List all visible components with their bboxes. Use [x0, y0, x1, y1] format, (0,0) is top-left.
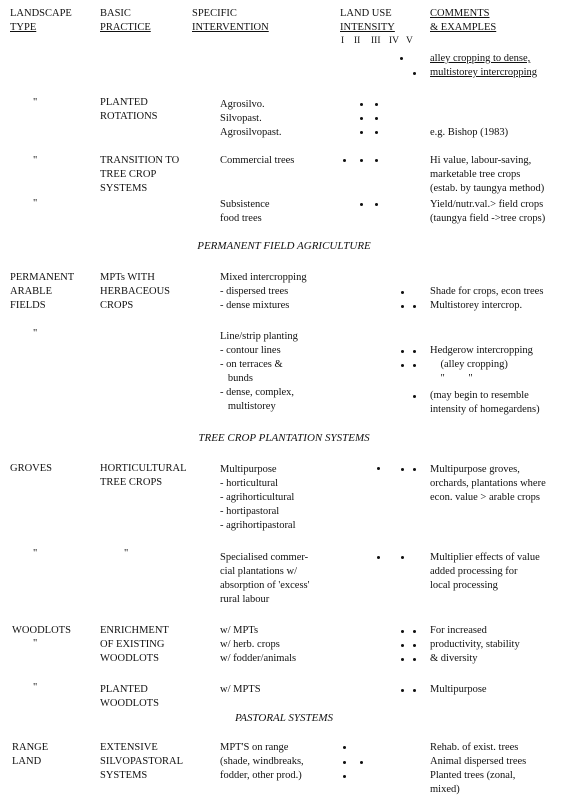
- comment-text: productivity, stability: [430, 639, 520, 650]
- intensity-dot: [375, 103, 378, 106]
- comment-text: intensity of homegardens): [430, 404, 540, 415]
- practice-label: EXTENSIVE: [100, 742, 158, 753]
- comment-text: orchards, plantations where: [430, 478, 546, 489]
- practice-label: SILVOPASTORAL: [100, 756, 184, 767]
- practice-label: TRANSITION TO: [100, 155, 180, 166]
- header-land-use: LAND USE: [340, 8, 392, 19]
- intensity-dot: [360, 117, 363, 120]
- roman-3: III: [371, 36, 381, 46]
- practice-label: HERBACEOUS: [100, 286, 171, 297]
- intensity-dot: [401, 658, 404, 661]
- comment-text: added processing for: [430, 566, 518, 577]
- intensity-dot: [413, 689, 416, 692]
- intervention-label: MPT'S on range: [220, 742, 289, 753]
- landscape-label: WOODLOTS: [12, 625, 71, 636]
- landscape-label: LAND: [12, 756, 42, 767]
- intervention-label: - dense mixtures: [220, 300, 290, 311]
- intensity-dot: [360, 103, 363, 106]
- ditto-mark: ": [33, 198, 38, 209]
- comment-text: mixed): [430, 784, 460, 795]
- intensity-dot: [375, 203, 378, 206]
- intensity-dot: [401, 556, 404, 559]
- intensity-dot: [413, 658, 416, 661]
- practice-label: CROPS: [100, 300, 134, 311]
- practice-label: PLANTED: [100, 97, 148, 108]
- intensity-dot: [413, 350, 416, 353]
- intervention-label: w/ MPTs: [220, 625, 259, 636]
- practice-label: TREE CROPS: [100, 477, 163, 488]
- intervention-label: w/ MPTS: [220, 684, 261, 695]
- intervention-label: - agrihortipastoral: [220, 520, 296, 531]
- comment-text: (estab. by taungya method): [430, 183, 545, 194]
- intensity-dot: [401, 291, 404, 294]
- comment-text: Multiplier effects of value: [430, 552, 540, 563]
- intervention-label: Specialised commer-: [220, 552, 309, 563]
- ditto-mark: ": [33, 155, 38, 166]
- practice-label: WOODLOTS: [100, 653, 159, 664]
- intensity-dot: [401, 468, 404, 471]
- practice-label: ROTATIONS: [100, 111, 158, 122]
- comment-text: (may begin to resemble: [430, 390, 529, 401]
- roman-1: I: [341, 36, 345, 46]
- section-heading: PASTORAL SYSTEMS: [234, 712, 334, 724]
- comment-text: e.g. Bishop (1983): [430, 127, 509, 138]
- practice-label: OF EXISTING: [100, 639, 165, 650]
- intervention-label: (shade, windbreaks,: [220, 756, 304, 767]
- intervention-label: Mixed intercropping: [220, 272, 307, 283]
- intensity-dot: [343, 761, 346, 764]
- header-specific: SPECIFIC: [192, 8, 237, 19]
- intervention-label: fodder, other prod.): [220, 770, 302, 781]
- intro-comment-2: multistorey intercropping: [430, 67, 538, 78]
- intervention-label: Agrosilvo.: [220, 99, 265, 110]
- intervention-label: - horticultural: [220, 478, 279, 489]
- comment-text: Shade for crops, econ trees: [430, 286, 544, 297]
- comment-text: Yield/nutr.val.> field crops: [430, 199, 544, 210]
- intervention-label: food trees: [220, 213, 262, 224]
- intensity-dot: [400, 57, 403, 60]
- intensity-dot: [413, 364, 416, 367]
- header-basic: BASIC: [100, 8, 131, 19]
- landscape-label: ARABLE: [10, 286, 52, 297]
- ditto-mark: ": [33, 638, 38, 649]
- intensity-dot: [401, 630, 404, 633]
- intro-comment-1: alley cropping to dense,: [430, 53, 531, 64]
- comment-text: Hedgerow intercropping: [430, 345, 533, 356]
- intervention-label: Commercial trees: [220, 155, 295, 166]
- section-heading: PERMANENT FIELD AGRICULTURE: [197, 240, 371, 252]
- ditto-mark: ": [33, 328, 38, 339]
- comment-text: local processing: [430, 580, 498, 591]
- ditto-mark: ": [33, 682, 38, 693]
- intensity-dot: [343, 746, 346, 749]
- intervention-label: - agrihorticultural: [220, 492, 295, 503]
- intensity-dot: [413, 305, 416, 308]
- intensity-dot: [343, 159, 346, 162]
- intensity-dot: [413, 395, 416, 398]
- intervention-label: Silvopast.: [220, 113, 262, 124]
- roman-5: V: [406, 36, 413, 46]
- intervention-label: - contour lines: [220, 345, 281, 356]
- comment-text: Multipurpose: [430, 684, 487, 695]
- intensity-dot: [377, 556, 380, 559]
- intervention-label: - on terraces &: [220, 359, 283, 370]
- practice-label: MPTs WITH: [100, 272, 155, 283]
- intensity-dot: [360, 761, 363, 764]
- section-heading: TREE CROP PLANTATION SYSTEMS: [198, 432, 370, 444]
- comment-text: (taungya field ->tree crops): [430, 213, 546, 224]
- intensity-dot: [360, 203, 363, 206]
- intervention-label: rural labour: [220, 594, 270, 605]
- intervention-label: bunds: [220, 373, 253, 384]
- comment-text: Planted trees (zonal,: [430, 770, 516, 781]
- comment-text: Hi value, labour-saving,: [430, 155, 532, 166]
- intensity-dot: [375, 159, 378, 162]
- ditto-mark: ": [124, 548, 129, 559]
- landscape-label: RANGE: [12, 742, 49, 753]
- intensity-dot: [377, 467, 380, 470]
- intervention-label: - dense, complex,: [220, 387, 295, 398]
- ditto-mark: ": [33, 548, 38, 559]
- intensity-dot: [401, 305, 404, 308]
- intensity-dot: [401, 350, 404, 353]
- landscape-label: FIELDS: [10, 300, 46, 311]
- comment-text: Animal dispersed trees: [430, 756, 527, 767]
- intensity-dot: [401, 644, 404, 647]
- intensity-dot: [360, 159, 363, 162]
- practice-label: PLANTED: [100, 684, 148, 695]
- practice-label: ENRICHMENT: [100, 625, 169, 636]
- intervention-label: absorption of 'excess': [220, 580, 310, 591]
- practice-label: WOODLOTS: [100, 698, 159, 709]
- comment-text: Rehab. of exist. trees: [430, 742, 519, 753]
- practice-label: SYSTEMS: [100, 183, 148, 194]
- intensity-dot: [401, 689, 404, 692]
- comment-text: Multipurpose groves,: [430, 464, 520, 475]
- intervention-label: cial plantations w/: [220, 566, 297, 577]
- header-comments: COMMENTS: [430, 8, 490, 19]
- intensity-dot: [375, 117, 378, 120]
- header-landscape: LANDSCAPE: [10, 8, 72, 19]
- intensity-dot: [360, 131, 363, 134]
- intervention-label: w/ fodder/animals: [220, 653, 297, 664]
- intensity-dot: [375, 131, 378, 134]
- comment-text: (alley cropping): [430, 359, 508, 370]
- header-intervention: INTERVENTION: [192, 22, 269, 33]
- comment-text: " ": [430, 373, 473, 384]
- intervention-label: w/ herb. crops: [220, 639, 280, 650]
- intervention-label: Multipurpose: [220, 464, 277, 475]
- header-examples: & EXAMPLES: [430, 22, 497, 33]
- comment-text: For increased: [430, 625, 487, 636]
- comment-text: marketable tree crops: [430, 169, 521, 180]
- header-type: TYPE: [10, 22, 37, 33]
- header-intensity: INTENSITY: [340, 22, 395, 33]
- roman-4: IV: [389, 36, 400, 46]
- landscape-label: PERMANENT: [10, 272, 75, 283]
- roman-2: II: [354, 36, 361, 46]
- intensity-dot: [401, 364, 404, 367]
- comment-text: Multistorey intercrop.: [430, 300, 523, 311]
- comment-text: & diversity: [430, 653, 478, 664]
- intensity-dot: [413, 644, 416, 647]
- intensity-dot: [413, 72, 416, 75]
- practice-label: SYSTEMS: [100, 770, 148, 781]
- intensity-dot: [413, 630, 416, 633]
- practice-label: HORTICULTURAL: [100, 463, 187, 474]
- intervention-label: Line/strip planting: [220, 331, 298, 342]
- practice-label: TREE CROP: [100, 169, 157, 180]
- header-practice: PRACTICE: [100, 22, 151, 33]
- intervention-label: Agrosilvopast.: [220, 127, 282, 138]
- intervention-label: - dispersed trees: [220, 286, 289, 297]
- intensity-dot: [343, 775, 346, 778]
- intervention-label: Subsistence: [220, 199, 270, 210]
- intervention-label: multistorey: [220, 401, 276, 412]
- intensity-dot: [413, 468, 416, 471]
- intervention-label: - hortipastoral: [220, 506, 280, 517]
- landscape-label: GROVES: [10, 463, 53, 474]
- comment-text: econ. value > arable crops: [430, 492, 540, 503]
- ditto-mark: ": [33, 97, 38, 108]
